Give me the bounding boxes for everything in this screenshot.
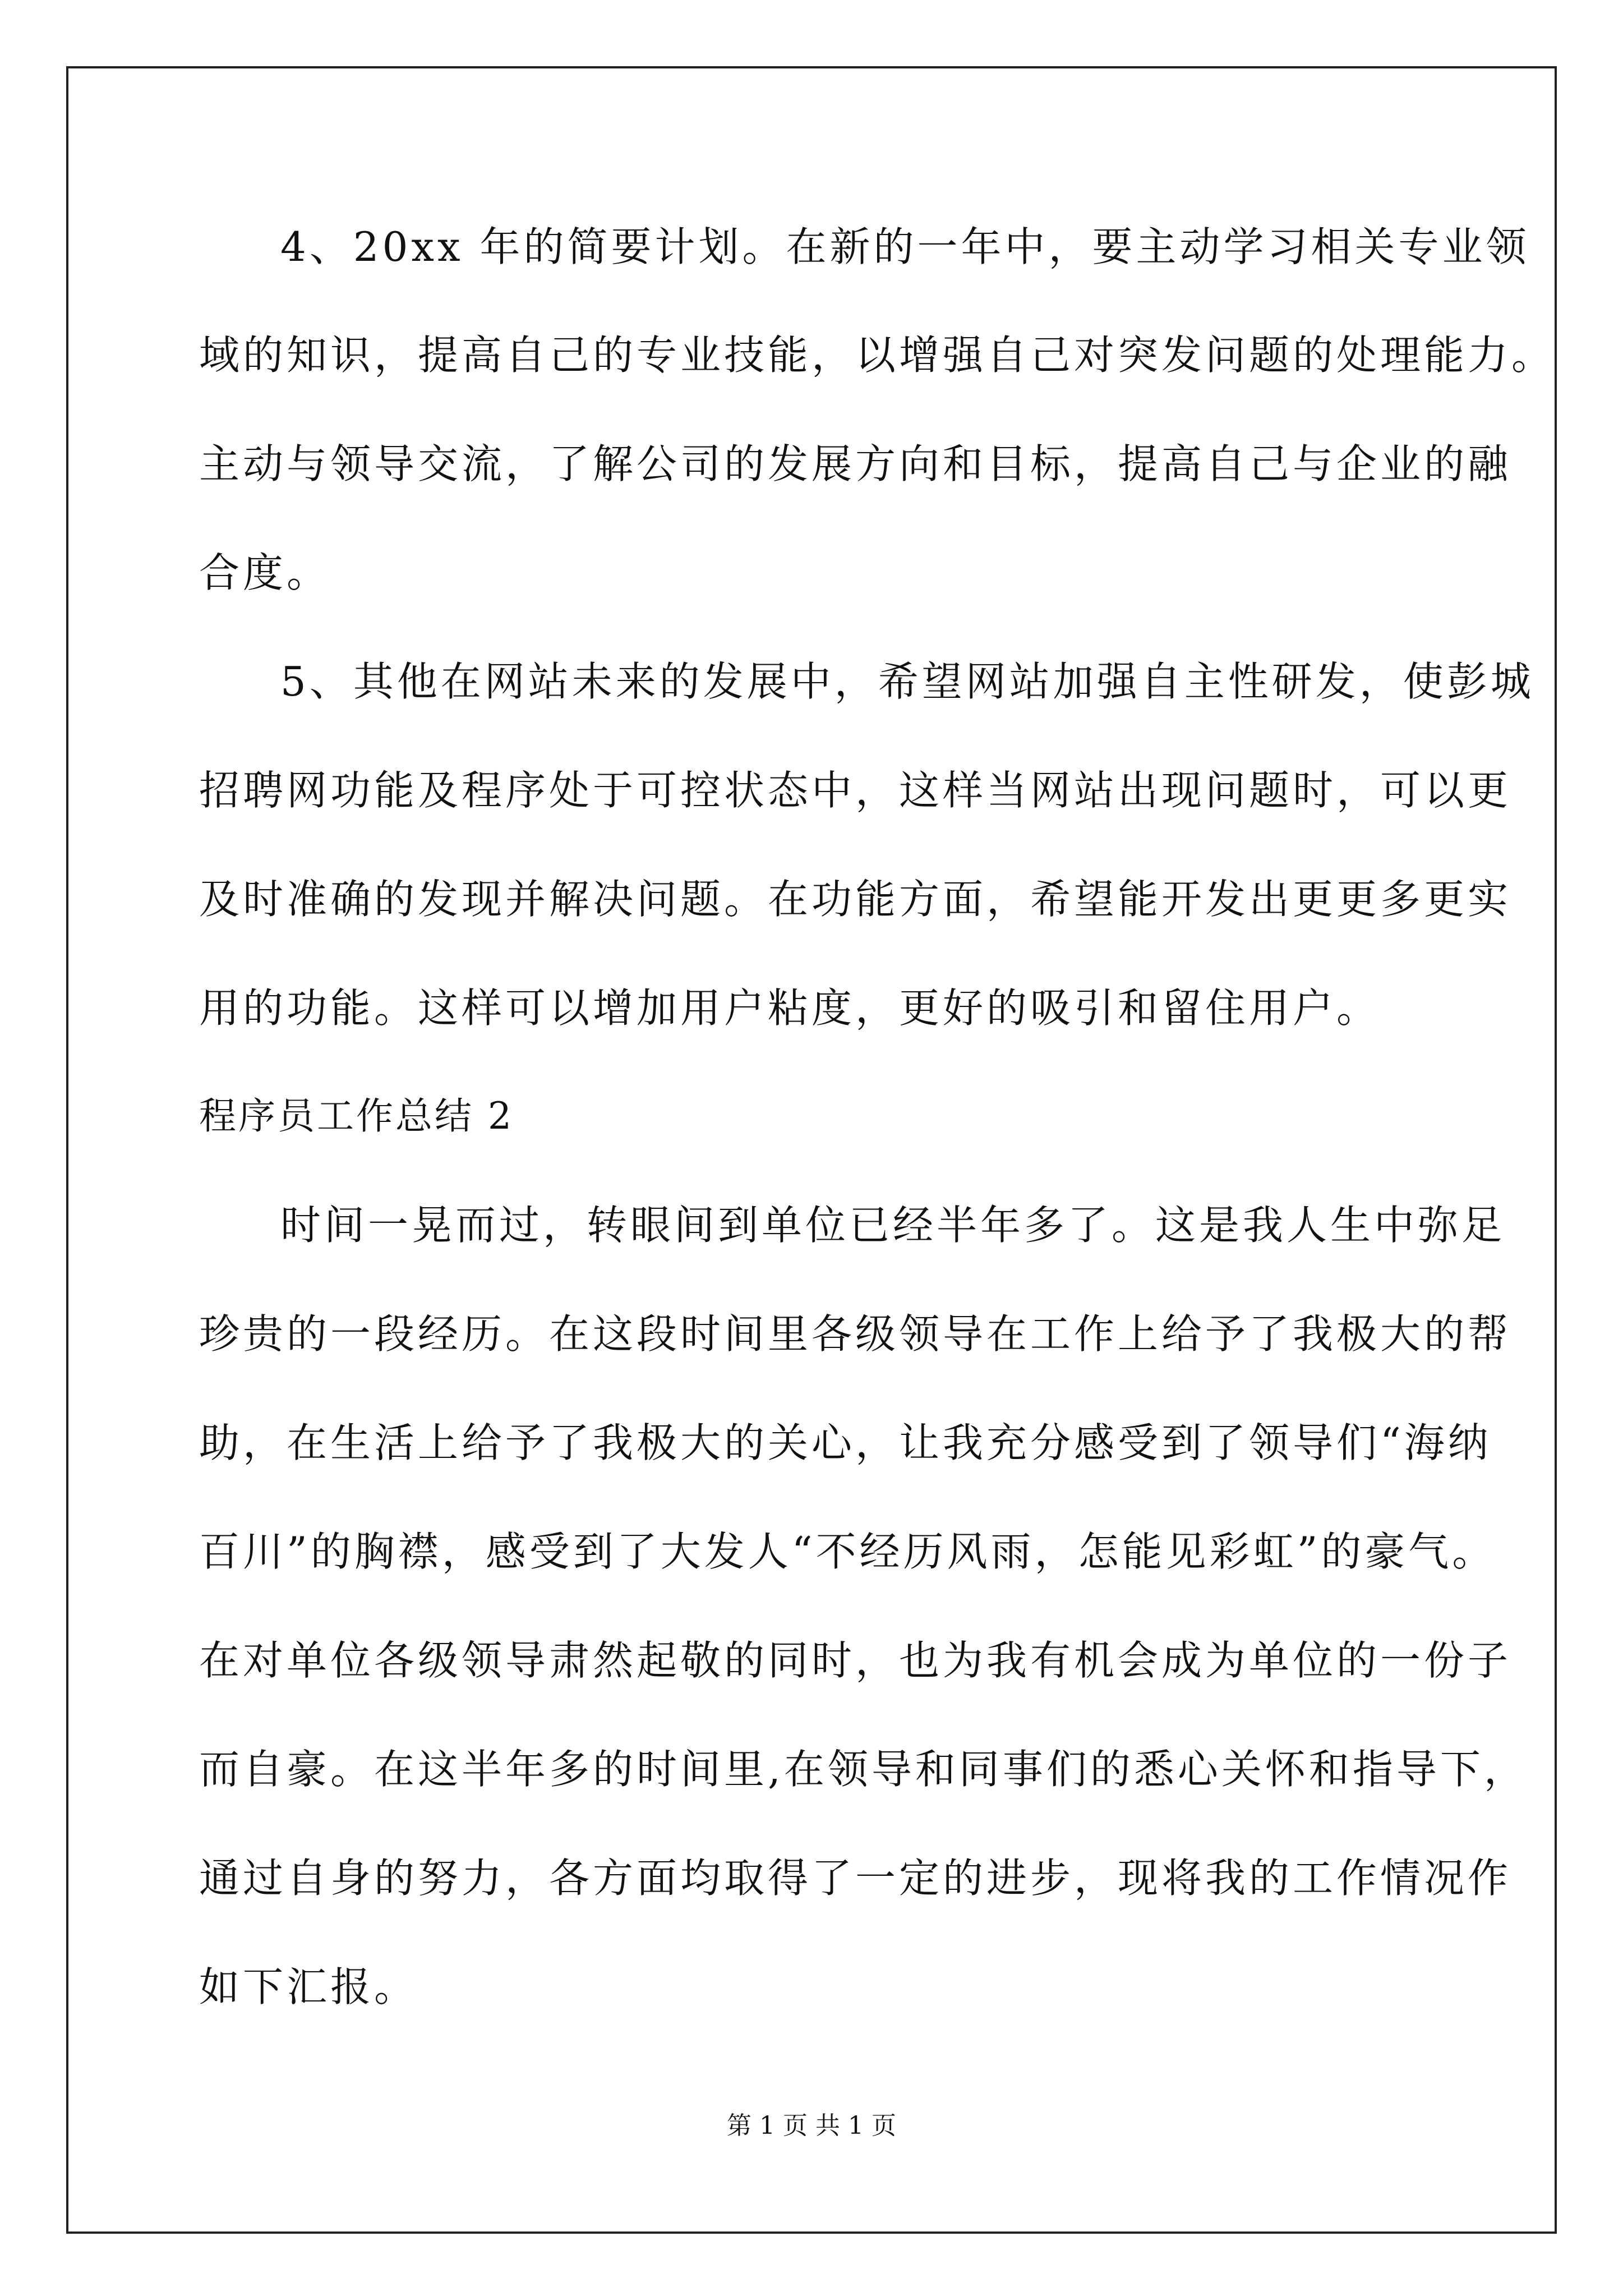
section-heading: 程序员工作总结 2 bbox=[199, 1094, 514, 1138]
paragraph-3-line-5: 在对单位各级领导肃然起敬的同时，也为我有机会成为单位的一份子 bbox=[199, 1637, 1512, 1684]
paragraph-3-line-6: 而自豪。在这半年多的时间里,在领导和同事们的悉心关怀和指导下， bbox=[199, 1746, 1528, 1793]
paragraph-3-line-4: 百川”的胸襟，感受到了大发人“不经历风雨，怎能见彩虹”的豪气。 bbox=[199, 1528, 1496, 1575]
paragraph-2-line-4: 用的功能。这样可以增加用户粘度，更好的吸引和留住用户。 bbox=[199, 984, 1381, 1032]
paragraph-3-line-1: 时间一晃而过，转眼间到单位已经半年多了。这是我人生中弥足 bbox=[280, 1202, 1506, 1249]
paragraph-3-line-8: 如下汇报。 bbox=[199, 1963, 418, 2010]
paragraph-2-line-1: 5、其他在网站未来的发展中，希望网站加强自主性研发，使彭城 bbox=[280, 658, 1534, 705]
paragraph-3-line-7: 通过自身的努力，各方面均取得了一定的进步，现将我的工作情况作 bbox=[199, 1855, 1512, 1902]
paragraph-1-line-3: 主动与领导交流，了解公司的发展方向和目标，提高自己与企业的融 bbox=[199, 440, 1512, 487]
paragraph-2-line-2: 招聘网功能及程序处于可控状态中，这样当网站出现问题时，可以更 bbox=[199, 767, 1512, 814]
paragraph-1-line-1: 4、20xx 年的简要计划。在新的一年中，要主动学习相关专业领 bbox=[280, 223, 1530, 270]
page-footer: 第 1 页 共 1 页 bbox=[727, 2111, 896, 2140]
paragraph-3-line-2: 珍贵的一段经历。在这段时间里各级领导在工作上给予了我极大的帮 bbox=[199, 1310, 1512, 1358]
paragraph-1-line-4: 合度。 bbox=[199, 549, 331, 596]
paragraph-3-line-3: 助，在生活上给予了我极大的关心，让我充分感受到了领导们“海纳 bbox=[199, 1419, 1492, 1466]
paragraph-2-line-3: 及时准确的发现并解决问题。在功能方面，希望能开发出更更多更实 bbox=[199, 876, 1512, 923]
paragraph-1-line-2: 域的知识，提高自己的专业技能，以增强自己对突发问题的处理能力。 bbox=[199, 332, 1556, 379]
